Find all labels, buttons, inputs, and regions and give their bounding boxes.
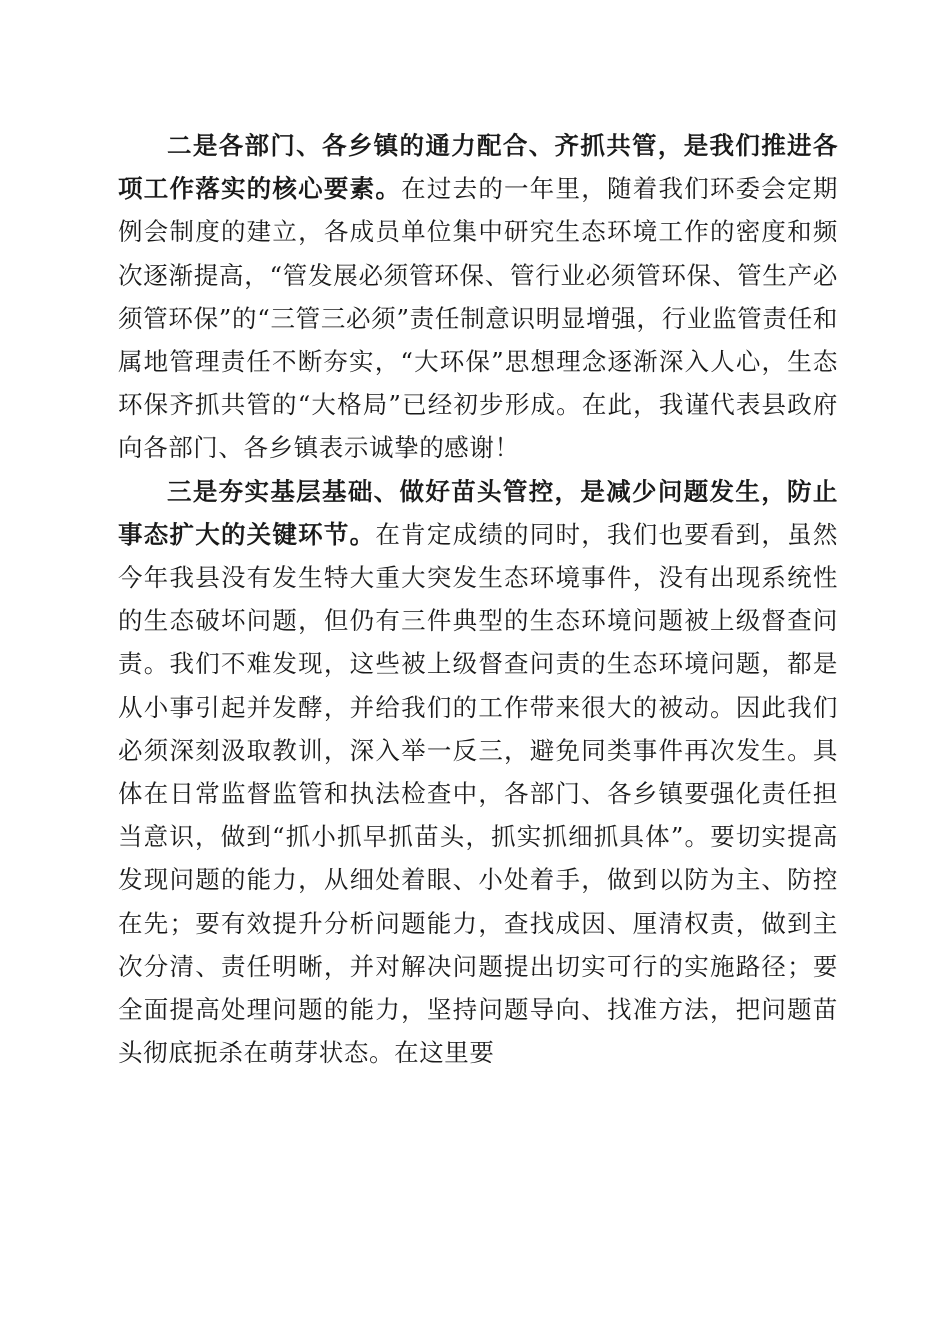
- paragraph-three-body: 在肯定成绩的同时，我们也要看到，虽然今年我县没有发生特大重大突发生态环境事件，没有出现系统性的生态破坏问题，但仍有三件典型的生态环境问题被上级督查问责。我们不难发现，这些被上级督查问责的生态环境问题，都是从小事引起并发酵，并给我们的工作带来很大的被动。因此我们必须深刻汲取教训，深入举一反三，避免同类事件再次发生。具体在日常监督监管和执法检查中，各部门、各乡镇要强化责任担当意识，做到“抓小抓早抓苗头，抓实抓细抓具体”。要切实提高发现问题的能力，从细处着眼、小处着手，做到以防为主、防控在先；要有效提升分析问题能力，查找成因、厘清权责，做到主次分清、责任明晰，并对解决问题提出切实可行的实施路径；要全面提高处理问题的能力，坚持问题导向、找准方法，把问题苗头彻底扼杀在萌芽状态。在这里要: [118, 519, 838, 1068]
- paragraph-three-lead: 三是夯实基层基础、做好苗头管控，是减少问题发生，防止事态扩大的关键环节。: [118, 476, 838, 549]
- paragraph-two: [118, 124, 838, 470]
- paragraph-two-body: 在过去的一年里，随着我们环委会定期例会制度的建立，各成员单位集中研究生态环境工作的密度和频次逐渐提高，“管发展必须管环保、管行业必须管环保、管生产必须管环保”的“三管三必须”责任制意识明显增强，行业监管责任和属地管理责任不断夯实，“大环保”思想理念逐渐深入人心，生态环保齐抓共管的“大格局”已经初步形成。在此，我谨代表县政府向各部门、各乡镇表示诚挚的感谢！: [118, 174, 839, 463]
- document-page: [118, 124, 838, 1074]
- paragraph-three: [118, 470, 838, 1075]
- paragraph-two-lead: 二是各部门、各乡镇的通力配合、齐抓共管，是我们推进各项工作落实的核心要素。: [118, 131, 838, 204]
